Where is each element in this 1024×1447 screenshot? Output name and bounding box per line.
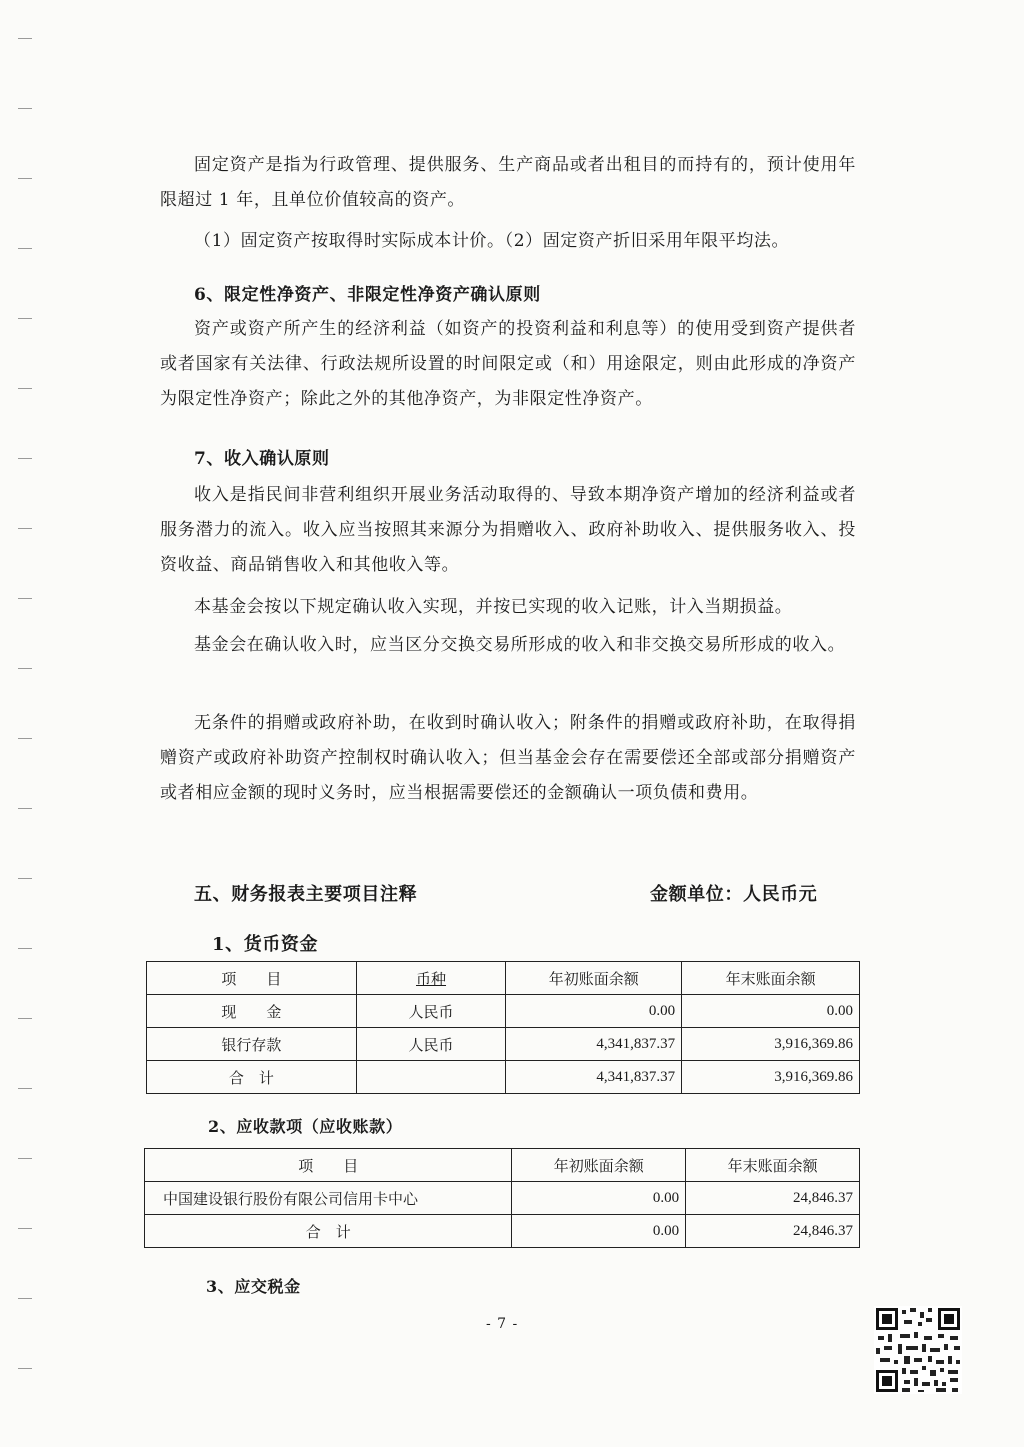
cell-closing: 3,916,369.86 [682, 1061, 860, 1094]
cell-currency: 人民币 [356, 995, 506, 1028]
cash-table [146, 961, 860, 1094]
table-total-row [147, 1061, 860, 1094]
section7-title: 7、收入确认原则 [194, 449, 330, 469]
section6-title: 6、限定性净资产、非限定性净资产确认原则 [194, 285, 541, 305]
cell-closing: 24,846.37 [686, 1215, 860, 1248]
cell-opening: 0.00 [512, 1182, 686, 1215]
section7-body-1: 收入是指民间非营利组织开展业务活动取得的、导致本期净资产增加的经济利益或者服务潜力的流入。收入应当按照其来源分为捐赠收入、政府补助收入、提供服务收入、投资收益、商品销售收入和其他收入等。 [160, 485, 856, 575]
section7-body-3: 基金会在确认收入时，应当区分交换交易所形成的收入和非交换交易所形成的收入。 [194, 635, 846, 655]
section7-body-2: 本基金会按以下规定确认收入实现，并按已实现的收入记账，计入当期损益。 [194, 597, 793, 617]
table-row [147, 995, 860, 1028]
cell-closing: 24,846.37 [686, 1182, 860, 1215]
cell-closing: 0.00 [682, 995, 860, 1028]
fixed-assets-definition: 固定资产是指为行政管理、提供服务、生产商品或者出租目的而持有的，预计使用年限超过 1 年，且单位价值较高的资产。 [160, 155, 856, 210]
binding-margin-marks [18, 0, 38, 1447]
cell-closing: 3,916,369.86 [682, 1028, 860, 1061]
section5-title: 五、财务报表主要项目注释 [194, 884, 418, 905]
table-header-row [145, 1149, 860, 1182]
page-number: - 7 - [486, 1316, 519, 1332]
cell-opening: 4,341,837.37 [506, 1028, 682, 1061]
receivables-table [144, 1148, 860, 1248]
cell-opening: 4,341,837.37 [506, 1061, 682, 1094]
cell-opening: 0.00 [506, 995, 682, 1028]
cell-item: 合 计 [147, 1061, 357, 1094]
table-header-row [147, 962, 860, 995]
section6-body: 资产或资产所产生的经济利益（如资产的投资利益和利息等）的使用受到资产提供者或者国家有关法律、行政法规所设置的时间限定或（和）用途限定，则由此形成的净资产为限定性净资产；除此之外的其他净资产，为非限定性净资产。 [160, 319, 856, 409]
table-total-row [145, 1215, 860, 1248]
header-opening-balance: 年初账面余额 [506, 962, 682, 995]
header-currency: 币种 [356, 962, 506, 995]
cell-item: 中国建设银行股份有限公司信用卡中心 [145, 1182, 512, 1215]
table-row [147, 1028, 860, 1061]
cell-currency: 人民币 [356, 1028, 506, 1061]
section7-body-4: 无条件的捐赠或政府补助，在收到时确认收入；附条件的捐赠或政府补助，在取得捐赠资产或政府补助资产控制权时确认收入；但当基金会存在需要偿还全部或部分捐赠资产或者相应金额的现时义务时，应当根据需要偿还的金额确认一项负债和费用。 [160, 713, 856, 803]
cell-item: 银行存款 [147, 1028, 357, 1061]
table2-title: 2、应收款项（应收账款） [208, 1117, 403, 1136]
table-row [145, 1182, 860, 1215]
cell-item: 现 金 [147, 995, 357, 1028]
qr-code-icon [874, 1306, 962, 1394]
header-opening-balance: 年初账面余额 [512, 1149, 686, 1182]
amount-unit-label: 金额单位：人民币元 [650, 884, 818, 905]
header-closing-balance: 年末账面余额 [682, 962, 860, 995]
cell-opening: 0.00 [512, 1215, 686, 1248]
section3-title: 3、应交税金 [206, 1277, 301, 1296]
table1-title: 1、货币资金 [212, 934, 319, 955]
header-item: 项 目 [145, 1149, 512, 1182]
cell-currency [356, 1061, 506, 1094]
header-item: 项 目 [147, 962, 357, 995]
header-closing-balance: 年末账面余额 [686, 1149, 860, 1182]
fixed-assets-rules: （1）固定资产按取得时实际成本计价。（2）固定资产折旧采用年限平均法。 [194, 231, 790, 251]
cell-item: 合 计 [145, 1215, 512, 1248]
